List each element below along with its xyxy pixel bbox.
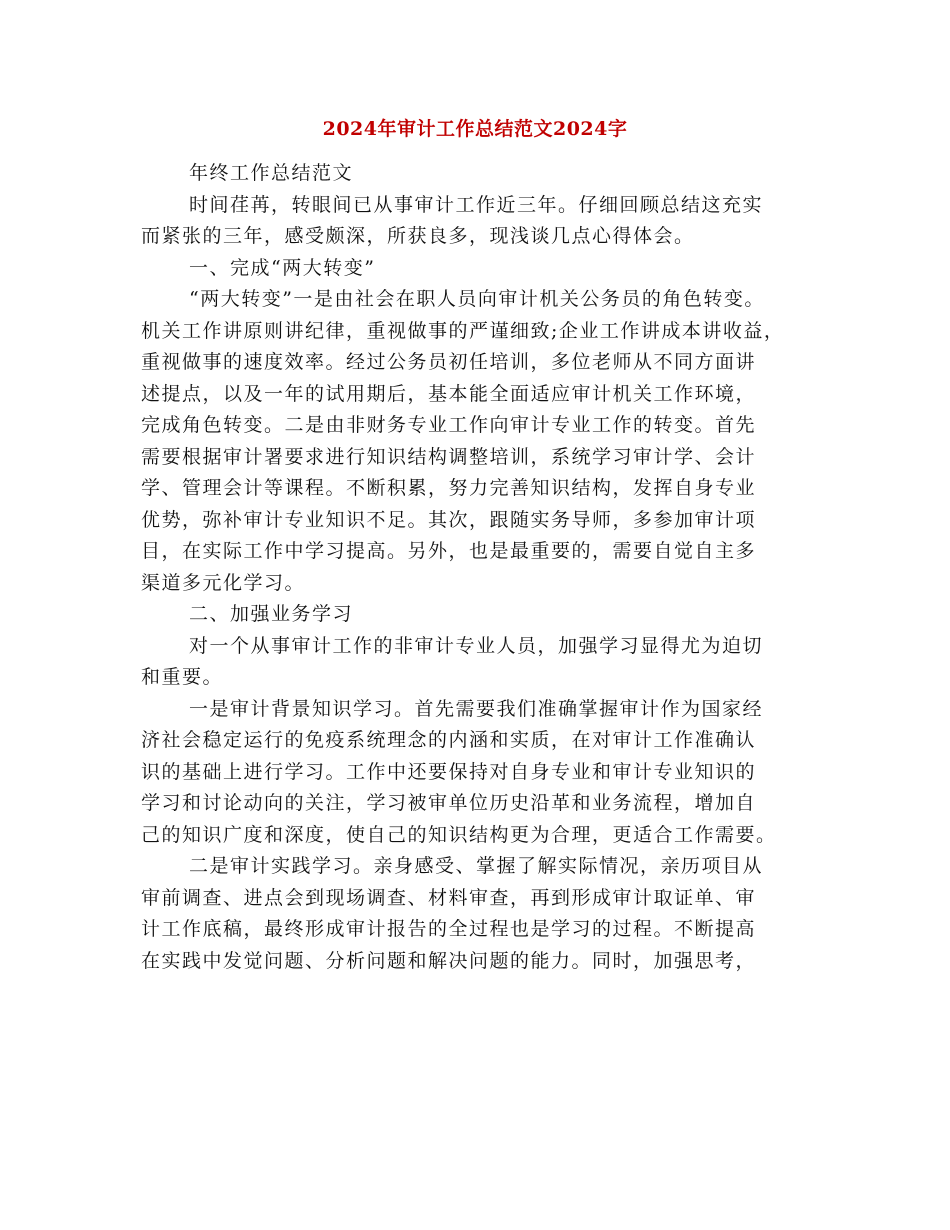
document-body xyxy=(141,158,821,977)
text-line: 学习和讨论动向的关注，学习被审单位历史沿革和业务流程，增加自 xyxy=(141,792,757,814)
text-line: 机关工作讲原则讲纪律，重视做事的严谨细致;企业工作讲成本讲收益， xyxy=(141,319,785,342)
text-line: 和重要。 xyxy=(141,666,224,688)
text-line: 计工作底稿，最终形成审计报告的全过程也是学习的过程。不断提高 xyxy=(141,918,757,940)
text-line: 渠道多元化学习。 xyxy=(141,571,306,594)
text-line: 年终工作总结范文 xyxy=(189,162,354,184)
text-line: 识的基础上进行学习。工作中还要保持对自身专业和审计专业知识的 xyxy=(141,760,757,783)
text-line: 完成角色转变。二是由非财务专业工作向审计专业工作的转变。首先 xyxy=(141,414,757,436)
text-line: 优势，弥补审计专业知识不足。其次，跟随实务导师，多参加审计项 xyxy=(141,508,757,531)
text-line: 己的知识广度和深度，使自己的知识结构更为合理，更适合工作需要。 xyxy=(141,823,777,846)
text-line: 对一个从事审计工作的非审计专业人员，加强学习显得尤为迫切 xyxy=(189,634,764,657)
text-line: 二是审计实践学习。亲身感受、掌握了解实际情况，亲历项目从 xyxy=(189,855,764,877)
text-line: 二、加强业务学习 xyxy=(189,603,354,625)
text-line: 审前调查、进点会到现场调查、材料审查，再到形成审计取证单、审 xyxy=(141,886,757,909)
text-line: 时间荏苒，转眼间已从事审计工作近三年。仔细回顾总结这充实 xyxy=(189,193,764,216)
text-line: 而紧张的三年，感受颇深，所获良多，现浅谈几点心得体会。 xyxy=(141,225,695,247)
text-line: 需要根据审计署要求进行知识结构调整培训，系统学习审计学、会计 xyxy=(141,445,757,468)
text-line: “两大转变”一是由社会在职人员向审计机关公务员的角色转变。 xyxy=(189,288,765,310)
document-title: 2024年审计工作总结范文2024字 xyxy=(322,118,628,140)
text-line: 述提点，以及一年的试用期后，基本能全面适应审计机关工作环境， xyxy=(141,382,757,405)
text-line: 济社会稳定运行的免疫系统理念的内涵和实质，在对审计工作准确认 xyxy=(141,729,757,751)
text-line: 一、完成“两大转变” xyxy=(189,256,376,279)
text-line: 重视做事的速度效率。经过公务员初任培训，多位老师从不同方面讲 xyxy=(141,351,757,373)
text-line: 学、管理会计等课程。不断积累，努力完善知识结构，发挥自身专业 xyxy=(141,477,757,499)
text-line: 目，在实际工作中学习提高。另外，也是最重要的，需要自觉自主多 xyxy=(141,540,757,562)
text-line: 一是审计背景知识学习。首先需要我们准确掌握审计作为国家经 xyxy=(189,697,764,720)
text-line: 在实践中发觉问题、分析问题和解决问题的能力。同时，加强思考， xyxy=(141,949,757,972)
